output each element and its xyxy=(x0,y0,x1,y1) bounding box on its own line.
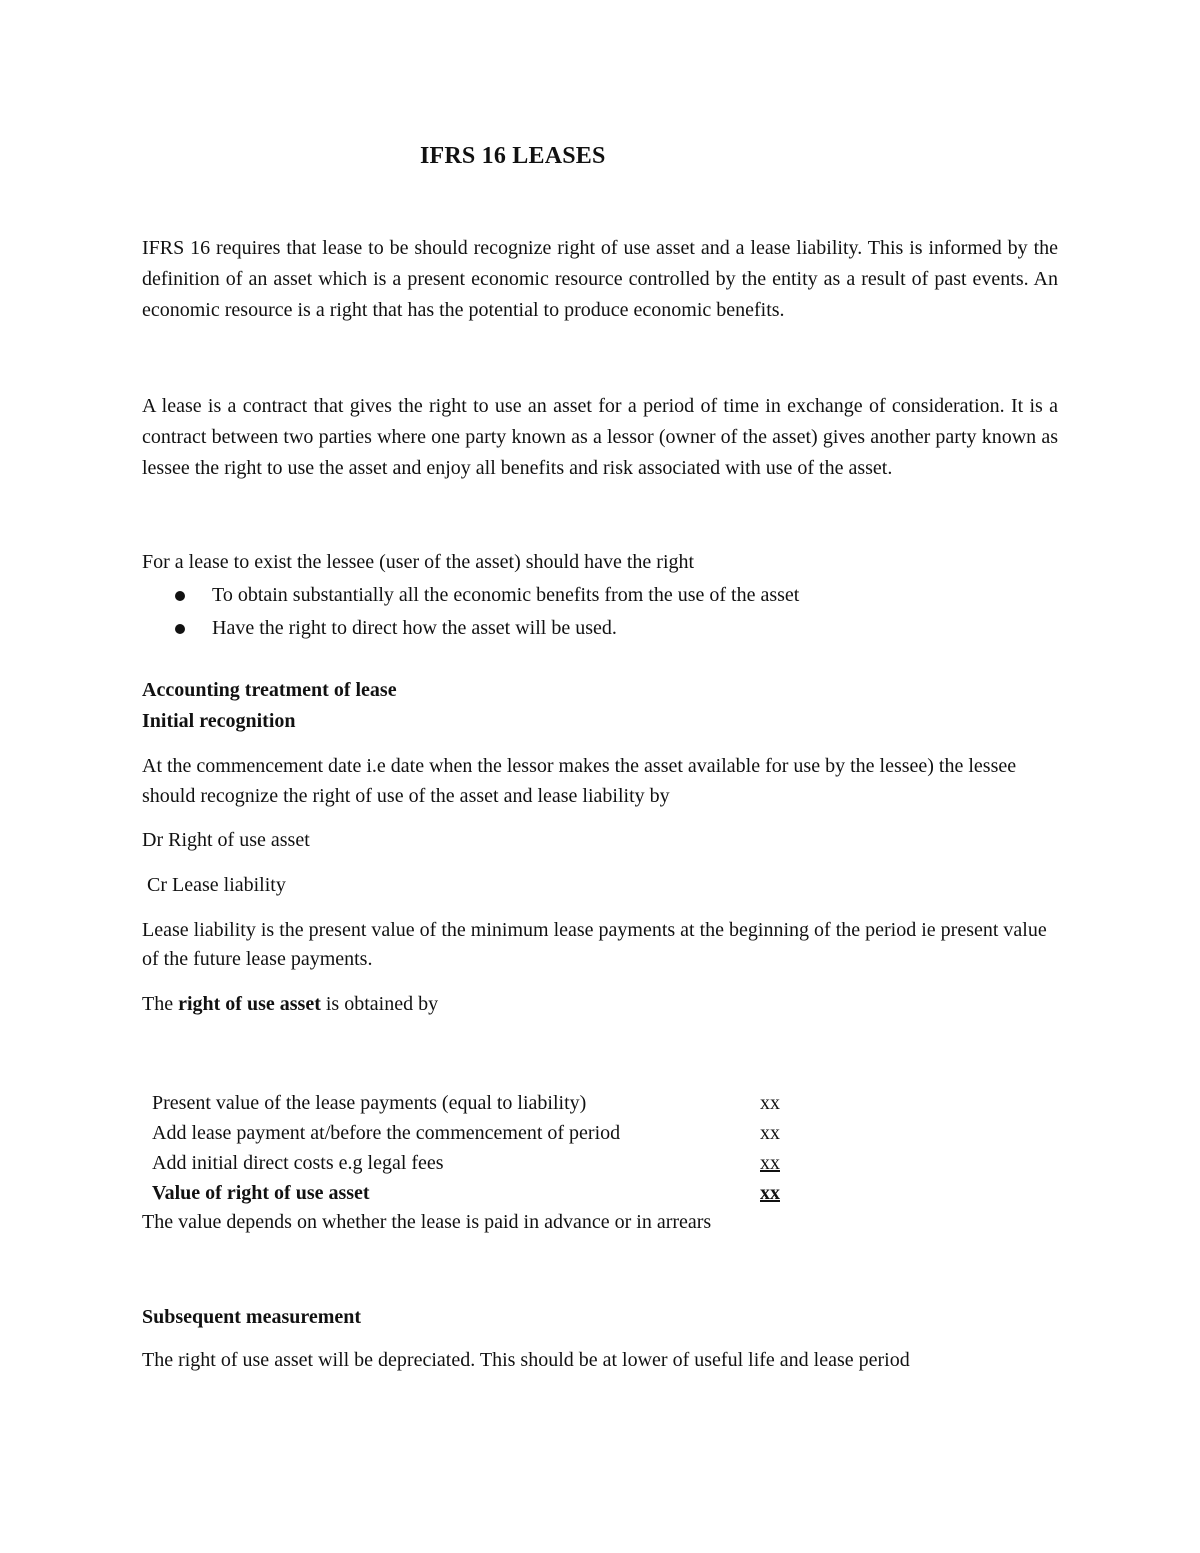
paragraph-commencement-date: At the commencement date i.e date when the lessor makes the asset available for use by the lessee) the lessee should recognize the right of use of the asset and lease liability by xyxy=(142,755,1017,807)
calc-label: Add lease payment at/before the commencement of period xyxy=(152,1122,621,1144)
rou-calculation-table xyxy=(152,1088,792,1208)
list-item-text: To obtain substantially all the economic benefits from the use of the asset xyxy=(212,584,800,606)
list-item-text: Have the right to direct how the asset will be used. xyxy=(212,617,617,639)
paragraph-lease-definition: A lease is a contract that gives the right to use an asset for a period of time in exchange of consideration. It is a contract between two parties where one party known as a lessor (owner of the asset) gives another party known as lessee the right to use the asset and enjoy all benefits and risk associated with use of the asset. xyxy=(142,395,1058,479)
calc-value-total: xx xyxy=(760,1182,780,1204)
table-row xyxy=(152,1118,792,1148)
list-item xyxy=(142,579,799,612)
rou-bold-term: right of use asset xyxy=(178,993,321,1015)
table-row xyxy=(152,1088,792,1118)
paragraph-value-depends: The value depends on whether the lease is paid in advance or in arrears xyxy=(142,1211,712,1233)
bullet-icon xyxy=(175,591,185,601)
calc-label: Add initial direct costs e.g legal fees xyxy=(152,1152,444,1174)
rou-prefix: The xyxy=(142,993,179,1015)
calc-value: xx xyxy=(760,1122,780,1144)
table-row xyxy=(152,1148,792,1178)
calc-value: xx xyxy=(760,1152,780,1174)
calc-label: Present value of the lease payments (equal to liability) xyxy=(152,1092,587,1114)
paragraph-rou-obtained xyxy=(142,990,438,1018)
calc-value: xx xyxy=(760,1092,780,1114)
journal-entry-credit: Cr Lease liability xyxy=(147,874,286,896)
heading-accounting-treatment: Accounting treatment of lease xyxy=(142,679,397,701)
calc-label-total: Value of right of use asset xyxy=(152,1182,370,1204)
lease-rights-list xyxy=(142,579,799,645)
paragraph-ifrs16-requirement: IFRS 16 requires that lease to be should recognize right of use asset and a lease liability. This is informed by the definition of an asset which is a present economic resource controlled by the entity as a result of past events. An economic resource is a right that has the potential to produce economic benefits. xyxy=(142,237,1058,321)
rou-suffix: is obtained by xyxy=(320,993,439,1015)
list-item xyxy=(142,612,799,645)
paragraph-lease-existence: For a lease to exist the lessee (user of the asset) should have the right xyxy=(142,551,695,573)
paragraph-depreciation: The right of use asset will be depreciated. This should be at lower of useful life and lease period xyxy=(142,1349,910,1371)
bullet-icon xyxy=(175,624,185,634)
document-title: IFRS 16 LEASES xyxy=(420,143,606,169)
journal-entry-debit: Dr Right of use asset xyxy=(142,829,310,851)
paragraph-lease-liability: Lease liability is the present value of the minimum lease payments at the beginning of the period ie present value of the future lease payments. xyxy=(142,919,1047,970)
heading-initial-recognition: Initial recognition xyxy=(142,710,296,732)
table-row-total xyxy=(152,1178,792,1208)
heading-subsequent-measurement: Subsequent measurement xyxy=(142,1306,362,1328)
